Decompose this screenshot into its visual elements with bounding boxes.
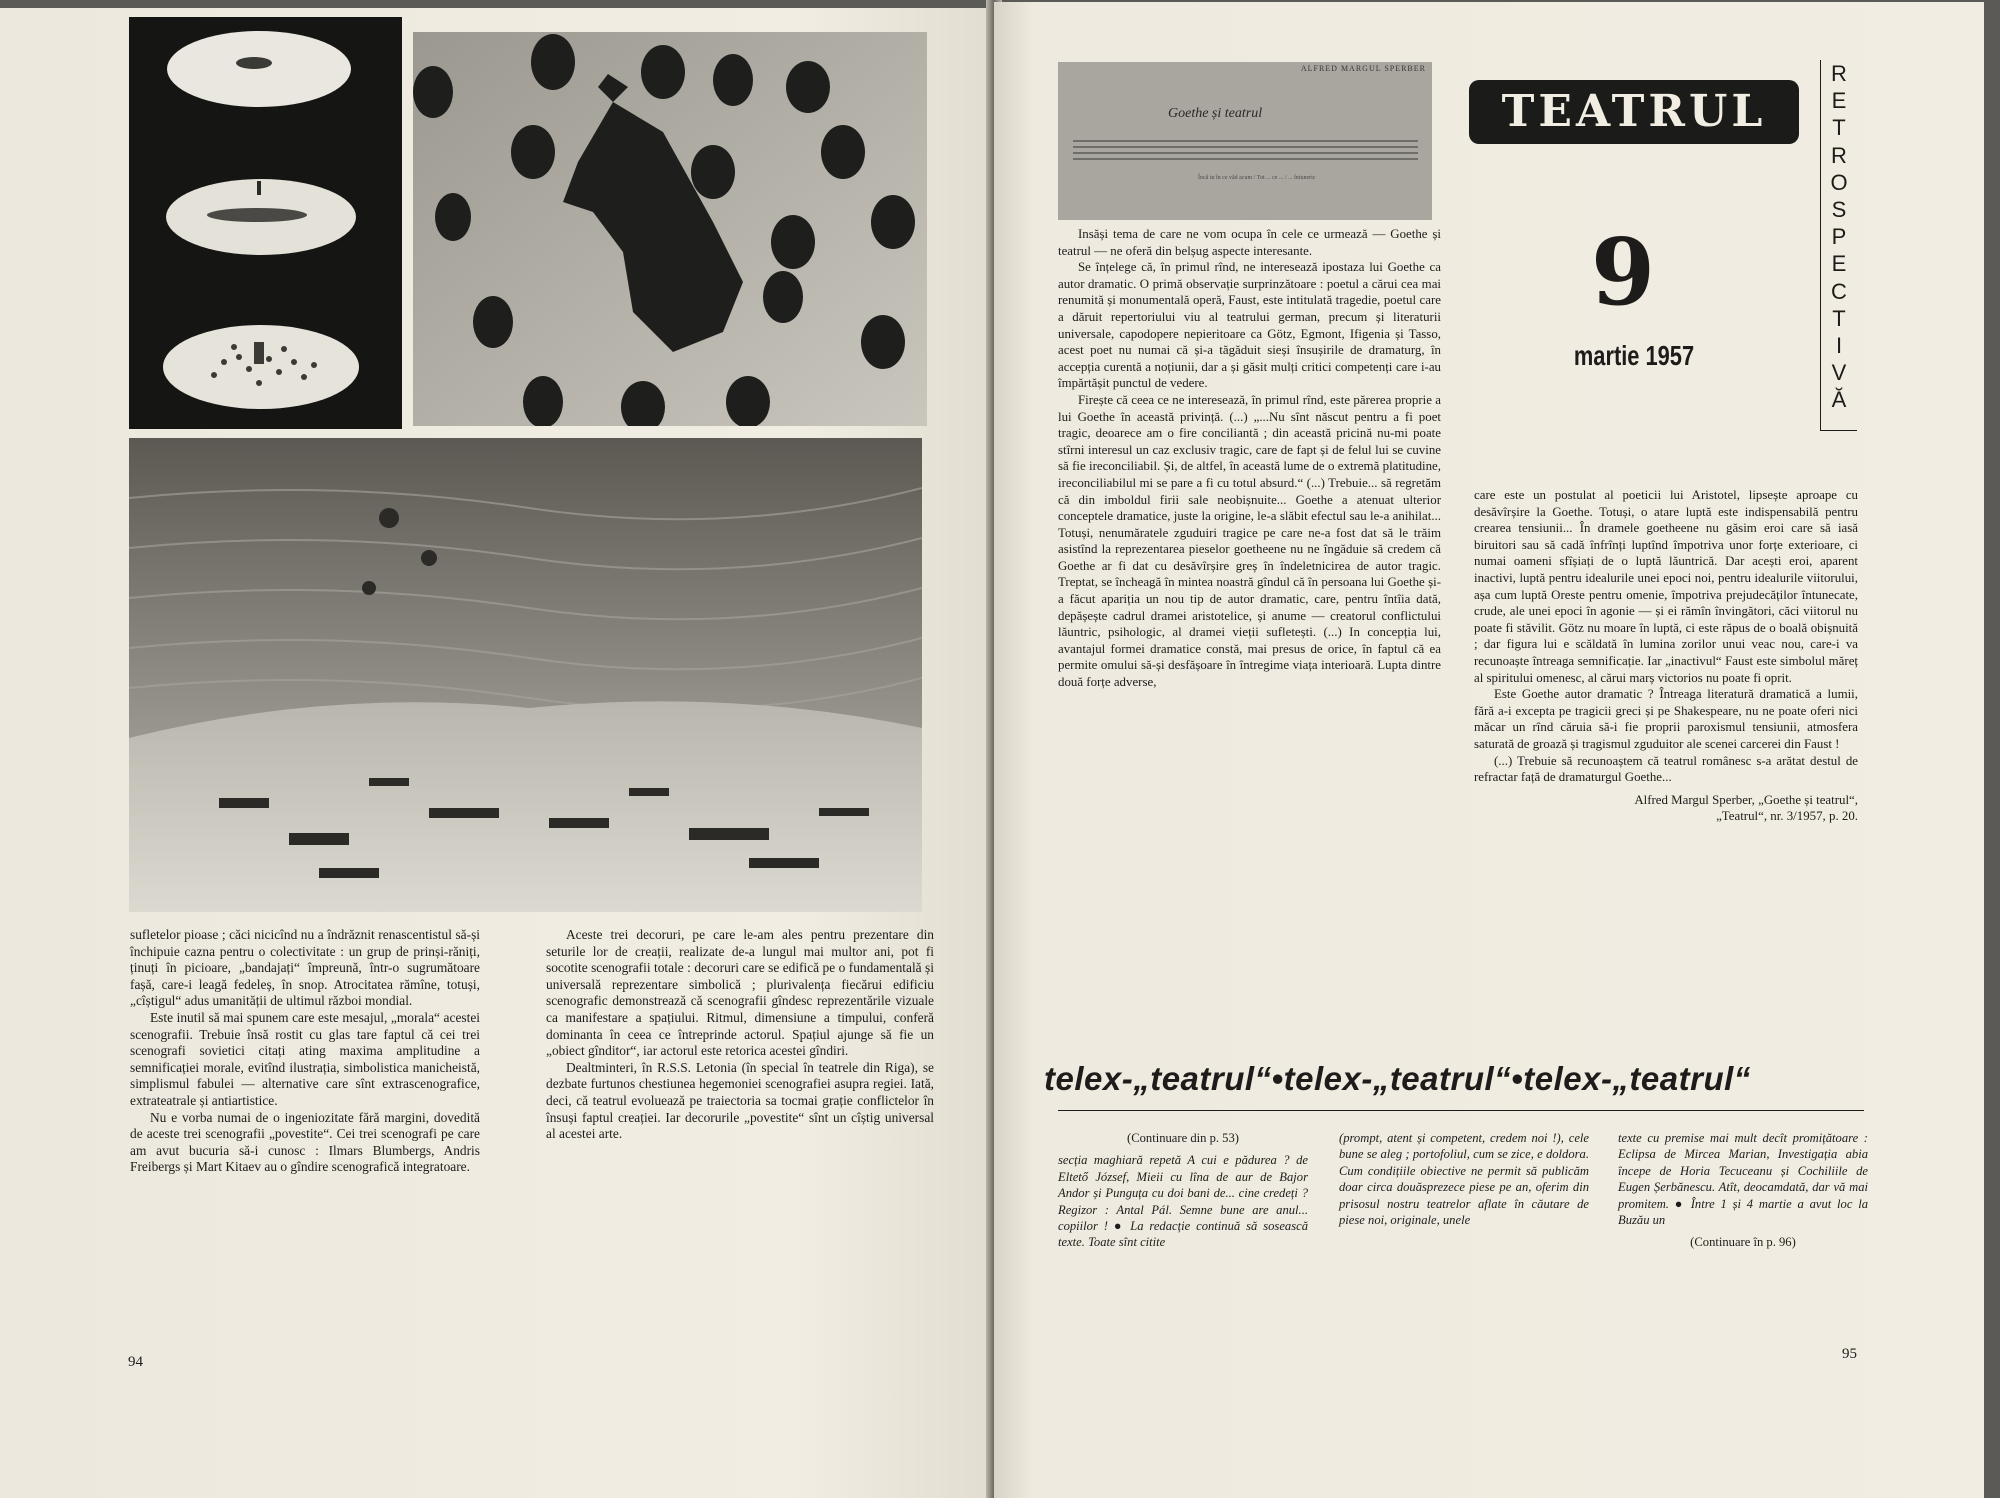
photo-three-plates — [129, 17, 402, 429]
vertical-letter: S — [1831, 197, 1847, 223]
telex-header: telex-„teatrul“•telex-„teatrul“•telex-„teatrul“ — [1044, 1060, 1751, 1097]
vertical-letter: T — [1832, 115, 1846, 141]
paragraph: (...) Trebuie să recunoaștem că teatrul românesc s-a arătat destul de refractar față de dramaturgul Goethe... — [1474, 753, 1858, 785]
paragraph: Este inutil să mai spunem care este mesajul, „morala“ acestei scenografii. Trebuie însă rostit cu glas tare faptul că cei trei scenografi sovietici citați ating maxima amplitudine a semnificației morale, evitînd ilustrația, simbolistica manicheistă, simplismul fabulei — alternative care sînt extrascenografice, extrateatrale și antiartistice. — [130, 1009, 480, 1108]
photo-stage-set — [129, 438, 922, 912]
telex-text: (prompt, atent și competent, credem noi !), cele bune se aleg ; portofoliul, cum se zice, e doldora. Cum condițiile obiective ne permit să publicăm doar circa douăsprezece piese pe an, oferim din prisosul nostru teatrelor aflate în căutare de piese noi, originale, unele — [1339, 1131, 1589, 1228]
paragraph: sufletelor pioase ; căci nicicînd nu a îndrăznit renascentistul să-și închipuie cazna pentru o colectivitate : un grup de prinși-răniți, ținuți în picioare, „bandajați“ împreună, într-o sugrumătoare fașă, care-i leagă fedeleș, în snop. Atrocitatea rămîne, totuși, „cîștigul“ adus umanității de ultimul război mondial. — [130, 927, 480, 1009]
vertical-letter: Ă — [1831, 387, 1847, 413]
telex-text: secția maghiară repetă A cui e pădurea ? de Eltető József, Mieii cu lîna de aur de Bajor Andor și Punguța cu doi bani de... cine credeți ? Regizor : Antal Pál. Semne bune are anul... copiilor ! ● La redacție continuă să sosească texte. Toate sînt citite — [1058, 1153, 1308, 1250]
paragraph: Firește că ceea ce ne interesează, în primul rînd, este părerea proprie a lui Goethe în această privință. (...) „...Nu sînt născut pentru a fi poet tragic, deoarece am o fire conciliantă ; din această pricină nu-mi poate stîrni interesul un caz exclusiv tragic, care de fapt și de felul lui se cuvine să fie ireconciliabil. Și, de altfel, în această lume de o extremă platitudine, ireconciliabilul mi se pare a fi cu totul absurd.“ (...) Trebuie... să regretăm că din imboldul firii sale neobișnuite... Goethe a atenuat ulterior conceptele dramatice, juste la origine, le-a slăbit efectul sau le-a anihilat... Totuși, nenumăratele zguduiri tragice pe care ne-a fost dat să le trăim asistînd la reprezentarea pieselor goetheene nu ne îngăduie să credem că Goethe ar fi dat cu desăvîrșire greș în îndeletnicirea de autor tragic. Treptat, se încheagă în mintea noastră gîndul că în persoana lui Goethe și-a făcut apariția un nou tip de autor dramatic, care, pentru întîia dată, depășește cadrul dramei aristotelice, și anume — creatorul conflictului lăuntric, psihologic, al dramei vieții sufletești. (...) In concepția lui, avantajul formei dramatice constă, mai presus de orice, în faptul că ea permite omului să-și desfășoare în întregime viața interioară. Lupta dintre două forțe adverse, — [1058, 392, 1441, 690]
stage-illustration — [129, 438, 922, 912]
vertical-letter: T — [1832, 305, 1846, 331]
figure-illustration — [413, 32, 927, 426]
telex-rule — [1058, 1110, 1864, 1111]
vertical-letter: E — [1831, 88, 1847, 114]
telex-column-3 — [1618, 1130, 1868, 1251]
vertical-letter: E — [1831, 251, 1847, 277]
vertical-letter: I — [1835, 333, 1843, 359]
paragraph: Insăși tema de care ne vom ocupa în cele ce urmează — Goethe și teatrul — ne oferă din belșug aspecte interesante. — [1058, 227, 1441, 258]
vertical-letter: O — [1830, 169, 1848, 195]
clipping-image — [1058, 62, 1432, 220]
continuation-from: (Continuare din p. 53) — [1127, 1131, 1239, 1145]
right-text-column-2 — [1474, 487, 1858, 825]
left-page — [0, 8, 994, 1498]
masthead-title: TEATRUL — [1469, 80, 1799, 144]
citation — [1474, 792, 1858, 825]
date-month-year: martie 1957 — [1573, 340, 1695, 371]
clipping-verse: Încă tu în ce văd acum / Tot ... ce ... / ... întuneric — [1198, 175, 1316, 181]
paragraph: Nu e vorba numai de o ingeniozitate fără margini, dovedită de aceste trei scenografii „povestite“. Cei trei scenografi pe care am avut bucuria să-i cunosc : Ilmars Blumbergs, Andris Freibergs și Mart Kitaev au o gîndire scenografică integratoare. — [130, 1109, 480, 1175]
telex-text: texte cu premise mai mult decît promițătoare : Eclipsa de Mircea Marian, Investigația abia începe de Horia Tecuceanu și Cochiliile de Eugen Șerbănescu. Atît, deocamdată, dar vă mai promitem. ● Între 1 și 4 martie a avut loc la Buzău un — [1618, 1131, 1868, 1228]
citation-line: „Teatrul“, nr. 3/1957, p. 20. — [1716, 809, 1858, 824]
vertical-letter: V — [1831, 360, 1847, 386]
vertical-letter: R — [1831, 61, 1847, 86]
clipping-body-lines — [1073, 140, 1418, 164]
paragraph: Aceste trei decoruri, pe care le-am ales pentru prezentare din seturile lor de creații, realizate de-a lungul mai multor ani, pot fi socotite scenografii totale : decoruri care se edifică pe o fundamentală și universală reprezentare simbolică ; plurivalența fiecărui edificiu scenografic demonstrează că scenografii gîndesc reprezentările vizuale ca manifestare a spațiului. Ritmul, dimensiune a timpului, conferă dominanta în ceea ce întreprinde actorul. Spațiul ajunge să fie un „obiect gînditor“, iar actorul este retorica acestei gîndiri. — [546, 927, 934, 1059]
paragraph: Se înțelege că, în primul rînd, ne interesează ipostaza lui Goethe ca autor dramatic. O primă observație surprinzătoare : poetul a cărui cea mai renumită și monumentală operă, Faust, este intitulată tragedie, poetul care a dăruit repertoriului viu al teatrului german, precum și literaturii universale, capodopere nepieritoare ca Götz, Egmont, Ifigenia și Tasso, acest poet nu numai că și-a tăgăduit sieși însușirile de dramaturg, în accepția curentă a noțiunii, dar a și găsit mulți critici competenți care i-au împărtășit punctul de vedere. — [1058, 260, 1441, 391]
clipping-header: ALFRED MARGUL SPERBER — [1300, 64, 1426, 73]
date-day: 9 — [1590, 218, 1655, 326]
page-number-right: 95 — [1842, 1346, 1857, 1362]
plates-illustration — [129, 17, 402, 429]
paragraph: Dealtminteri, în R.S.S. Letonia (în special în teatrele din Riga), se dezbate furtunos chestiunea hegemoniei scenografiei asupra regiei. Iată, deci, că teatrul evoluează pe traiectoria sa tocmai grație conflictelor în însuși faptul creației. Iar decorurile „povestite“ sînt un cîștig universal al acestei arte. — [546, 1059, 934, 1142]
vertical-letter: C — [1831, 278, 1847, 304]
paragraph: Este Goethe autor dramatic ? Întreaga literatură dramatică a lumii, fără a-i excepta pe tragicii greci și pe Shakespeare, nu ne poate oferi nici măcar un rînd căruia să-i fie proprii paroxismul tensiunii, atmosfera saturată de groază și tragismul zguduitor ale scenei carcerei din Faust ! — [1474, 687, 1858, 751]
page-number-left: 94 — [128, 1354, 143, 1370]
right-text-column-1 — [1058, 226, 1441, 691]
left-text-column-1 — [130, 927, 480, 1176]
telex-column-2 — [1339, 1130, 1589, 1228]
continuation-to: (Continuare în p. 96) — [1690, 1235, 1796, 1250]
telex-column-1 — [1058, 1130, 1308, 1251]
paragraph: care este un postulat al poeticii lui Aristotel, lipsește aproape cu desăvîrșire la Goethe. Totuși, o atare luptă este indispensabilă pentru crearea tensiunii... În dramele goetheene nu găsim eroi care să iasă biruitori sau să cadă înfrînți luptînd împotriva unor forțe exterioare, ci numai oameni sfîșiați de o luptă lăuntrică. Dar acești eroi, aparent inactivi, luptă pentru idealurile unei epoci noi, pentru idealurile viitorului, așa cum luptă Oreste pentru omenie, împotriva prejudecăților întunecate, crude, ale unei epoci în agonie — și ei rămîn învingători, căci viitorul nu poate fi stăvilit. Götz nu moare în luptă, ci este răpus de o boală obișnuită ; dar figura lui e scăldată în lumina zorilor unui veac nou, care-i va recunoaște întreaga semnificație. Iar „inactivul“ Faust este simbolul măreț al spiritului omenesc, al cărui marș victorios nu poate fi oprit. — [1474, 488, 1858, 685]
right-page — [994, 2, 1984, 1498]
vertical-letter: P — [1831, 224, 1847, 250]
citation-line: Alfred Margul Sperber, „Goethe și teatrul“, — [1634, 792, 1858, 807]
clipping-title: Goethe și teatrul — [1168, 106, 1263, 121]
photo-figure-eggs — [413, 32, 927, 426]
vertical-letter: R — [1831, 142, 1847, 168]
retrospectiva-vertical — [1820, 60, 1857, 431]
left-text-column-2 — [546, 927, 934, 1143]
